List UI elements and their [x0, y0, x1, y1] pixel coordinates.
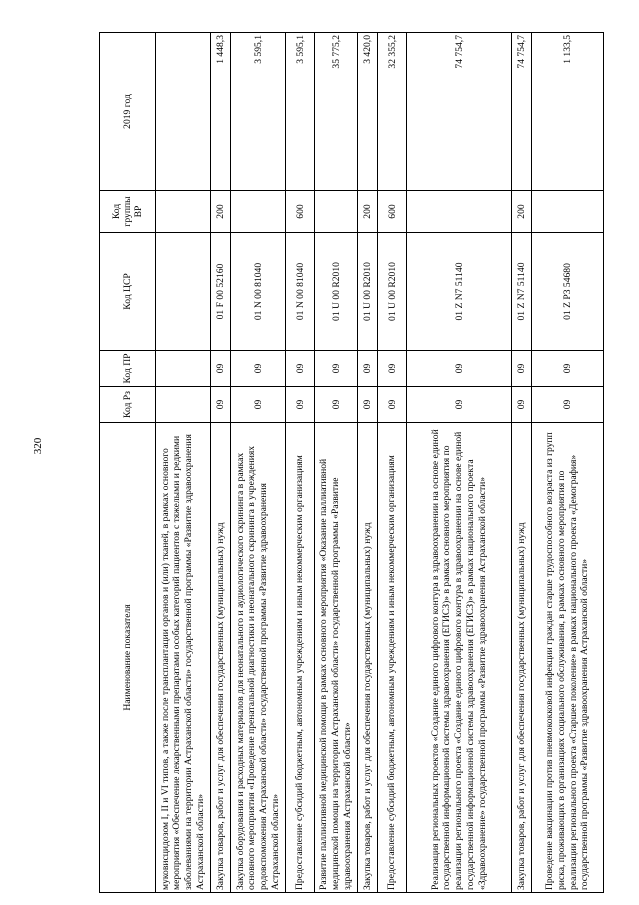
cell-name: Закупка товаров, работ и услуг для обеспечения государственных (муниципальных) нужд	[358, 423, 378, 893]
cell-value: 74 754,7	[407, 33, 512, 191]
table-row	[211, 33, 231, 893]
cell-csr: 01 F 00 52160	[211, 233, 231, 351]
cell-csr	[156, 233, 211, 351]
cell-value: 1 448,3	[211, 33, 231, 191]
cell-vr	[407, 191, 512, 233]
cell-rz: 09	[315, 387, 358, 423]
cell-csr: 01 U 00 R2010	[378, 233, 407, 351]
cell-csr: 01 Z N7 51140	[512, 233, 532, 351]
cell-rz: 09	[286, 387, 315, 423]
cell-vr	[156, 191, 211, 233]
cell-rz: 09	[512, 387, 532, 423]
cell-value: 32 355,2	[378, 33, 407, 191]
table-row	[315, 33, 358, 893]
header-year: 2019 год	[100, 33, 156, 191]
cell-vr: 200	[211, 191, 231, 233]
rotated-page	[99, 33, 591, 893]
cell-vr	[532, 191, 604, 233]
cell-value: 35 775,2	[315, 33, 358, 191]
cell-vr	[231, 191, 286, 233]
cell-value: 3 595,1	[231, 33, 286, 191]
cell-vr	[315, 191, 358, 233]
cell-rz: 09	[532, 387, 604, 423]
cell-pr: 09	[231, 351, 286, 387]
cell-rz	[156, 387, 211, 423]
header-pr: Код ПР	[100, 351, 156, 387]
table-row	[378, 33, 407, 893]
cell-pr: 09	[512, 351, 532, 387]
cell-pr: 09	[211, 351, 231, 387]
cell-pr: 09	[532, 351, 604, 387]
cell-pr: 09	[315, 351, 358, 387]
cell-vr: 200	[358, 191, 378, 233]
cell-value	[156, 33, 211, 191]
cell-csr: 01 Z P3 54680	[532, 233, 604, 351]
cell-name: Развитие паллиативной медицинской помощи в рамках основного мероприятия «Оказание паллиативной медицинской помощи на территории Астраханской области» государственной программы «Развитие здравоохранения Астраханской области»	[315, 423, 358, 893]
cell-rz: 09	[378, 387, 407, 423]
cell-value: 3 420,0	[358, 33, 378, 191]
cell-rz: 09	[407, 387, 512, 423]
cell-pr: 09	[407, 351, 512, 387]
cell-vr: 200	[512, 191, 532, 233]
table-row	[231, 33, 286, 893]
cell-name: Проведение вакцинации против пневмококковой инфекции граждан старше трудоспособного возраста из групп риска, проживающих в организациях социального обслуживания, в рамках основного мероприятия по реализации регионального проекта «Старшее поколение» в рамках национального проекта «Демография» государственной программы «Развитие здравоохранения Астраханской области»	[532, 423, 604, 893]
cell-pr: 09	[286, 351, 315, 387]
cell-name: Закупка товаров, работ и услуг для обеспечения государственных (муниципальных) нужд	[512, 423, 532, 893]
cell-pr	[156, 351, 211, 387]
cell-name: Закупка товаров, работ и услуг для обеспечения государственных (муниципальных) нужд	[211, 423, 231, 893]
cell-name: Предоставление субсидий бюджетным, автономным учреждениям и иным некоммерческим организациям	[378, 423, 407, 893]
cell-name: Закупка оборудования и расходных материалов для неонатального и аудиологического скрининга в рамках основного мероприятия «Проведение пренатальной диагностики и неонатального скрининга в учреждениях родовспоможения Астраханской области» государственной программы «Развитие здравоохранения Астраханской области»	[231, 423, 286, 893]
cell-pr: 09	[378, 351, 407, 387]
header-row	[100, 33, 156, 893]
cell-name: муковисцидозом I, II и VI типов, а также после трансплантации органов и (или) тканей, в рамках основного мероприятия «Обеспечение лекарственными препаратами особых категорий пациентов с тяжелыми и редкими заболеваниями на территории Астраханской области» государственной программы «Развитие здравоохранения Астраханской области»	[156, 423, 211, 893]
cell-csr: 01 N 00 81040	[286, 233, 315, 351]
cell-csr: 01 U 00 R2010	[315, 233, 358, 351]
cell-csr: 01 Z N7 51140	[407, 233, 512, 351]
cell-rz: 09	[211, 387, 231, 423]
cell-rz: 09	[231, 387, 286, 423]
budget-table	[99, 32, 604, 893]
table-row	[407, 33, 512, 893]
cell-csr: 01 N 00 81040	[231, 233, 286, 351]
header-name: Наименование показателя	[100, 423, 156, 893]
header-rz: Код Рз	[100, 387, 156, 423]
cell-name: Реализация региональных проектов «Создание единого цифрового контура в здравоохранении на основе единой государственной информационной системы здравоохранения (ЕГИСЗ)» в рамках основного мероприятия по реализации регионального проекта «Создание единого цифрового контура в здравоохранении на основе единой государственной информационной системы здравоохранения (ЕГИСЗ)» в рамках национального проекта «Здравоохранение» государственной программы «Развитие здравоохранения Астраханской области»	[407, 423, 512, 893]
cell-rz: 09	[358, 387, 378, 423]
table-row	[512, 33, 532, 893]
header-csr: Код ЦСР	[100, 233, 156, 351]
cell-value: 3 595,1	[286, 33, 315, 191]
table-row	[358, 33, 378, 893]
table-row	[286, 33, 315, 893]
cell-value: 74 754,7	[512, 33, 532, 191]
cell-value: 1 133,5	[532, 33, 604, 191]
cell-vr: 600	[378, 191, 407, 233]
page-number: 320	[32, 437, 44, 455]
cell-csr: 01 U 00 R2010	[358, 233, 378, 351]
table-row	[532, 33, 604, 893]
cell-pr: 09	[358, 351, 378, 387]
cell-name: Предоставление субсидий бюджетным, автономным учреждениям и иным некоммерческим организациям	[286, 423, 315, 893]
cell-vr: 600	[286, 191, 315, 233]
header-vr: Код группы ВР	[100, 191, 156, 233]
table-row	[156, 33, 211, 893]
